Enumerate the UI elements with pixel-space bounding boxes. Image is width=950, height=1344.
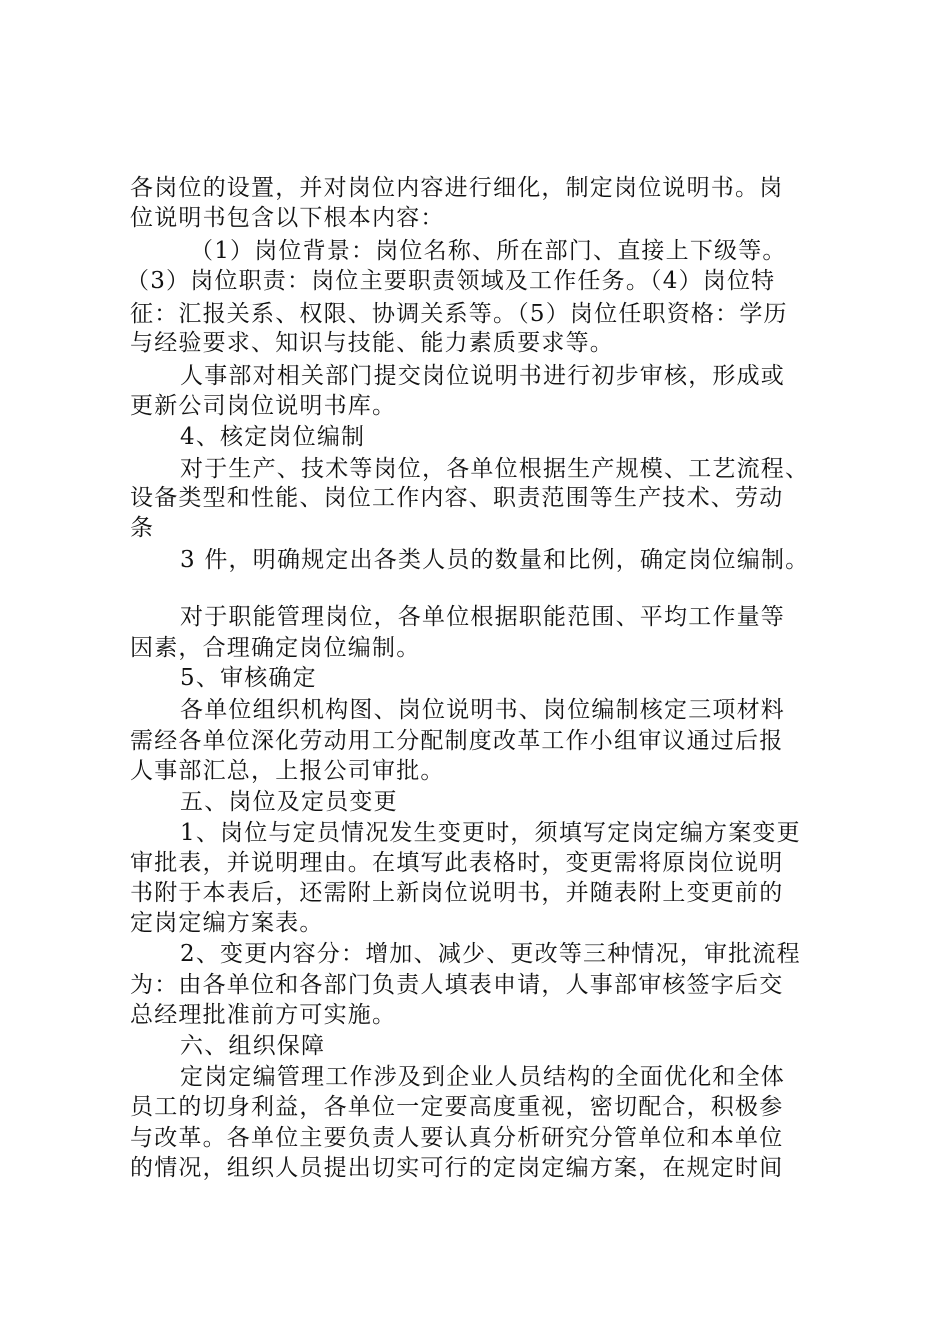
text-line: 各岗位的设置，并对岗位内容进行细化，制定岗位说明书。岗 (130, 175, 784, 201)
text-line: 更新公司岗位说明书库。 (130, 393, 397, 419)
text-line: 总经理批准前方可实施。 (130, 1002, 397, 1028)
text-line: 对于职能管理岗位，各单位根据职能范围、平均工作量等 (180, 604, 785, 630)
text-line: 3 件，明确规定出各类人员的数量和比例，确定岗位编制。 (180, 547, 810, 573)
section-heading: 4、核定岗位编制 (180, 424, 366, 450)
section-heading: 五、岗位及定员变更 (180, 789, 398, 815)
text-line: 书附于本表后，还需附上新岗位说明书，并随表附上变更前的 (130, 880, 784, 906)
text-line: 与改革。各单位主要负责人要认真分析研究分管单位和本单位 (130, 1125, 784, 1151)
text-line: 需经各单位深化劳动用工分配制度改革工作小组审议通过后报 (130, 728, 784, 754)
section-heading: 六、组织保障 (180, 1033, 326, 1059)
text-line: 对于生产、技术等岗位，各单位根据生产规模、工艺流程、 (180, 456, 810, 482)
text-line: 人事部对相关部门提交岗位说明书进行初步审核，形成或 (180, 363, 785, 389)
text-line: 的情况，组织人员提出切实可行的定岗定编方案，在规定时间 (130, 1155, 784, 1181)
text-line: 定岗定编管理工作涉及到企业人员结构的全面优化和全体 (180, 1064, 785, 1090)
text-line: 位说明书包含以下根本内容： (130, 205, 445, 231)
text-line: 人事部汇总，上报公司审批。 (130, 758, 445, 784)
text-line: 审批表，并说明理由。在填写此表格时，变更需将原岗位说明 (130, 850, 784, 876)
text-line: 员工的切身利益，各单位一定要高度重视，密切配合，积极参 (130, 1094, 784, 1120)
text-line: （1）岗位背景：岗位名称、所在部门、直接上下级等。 (190, 238, 787, 264)
text-line: 征：汇报关系、权限、协调关系等。（5）岗位任职资格：学历 (130, 301, 788, 327)
text-line: 为：由各单位和各部门负责人填表申请，人事部审核签字后交 (130, 972, 784, 998)
text-line: 2、变更内容分：增加、减少、更改等三种情况，审批流程 (180, 941, 801, 967)
text-line: 条 (130, 515, 155, 541)
section-heading: 5、审核确定 (180, 665, 317, 691)
text-line: 设备类型和性能、岗位工作内容、职责范围等生产技术、劳动 (130, 485, 784, 511)
text-line: （3）岗位职责：岗位主要职责领域及工作任务。（4）岗位特 (126, 268, 776, 294)
text-line: 因素，合理确定岗位编制。 (130, 635, 421, 661)
text-line: 与经验要求、知识与技能、能力素质要求等。 (130, 330, 614, 356)
text-line: 定岗定编方案表。 (130, 910, 324, 936)
text-line: 各单位组织机构图、岗位说明书、岗位编制核定三项材料 (180, 697, 785, 723)
text-line: 1、岗位与定员情况发生变更时，须填写定岗定编方案变更 (180, 820, 801, 846)
